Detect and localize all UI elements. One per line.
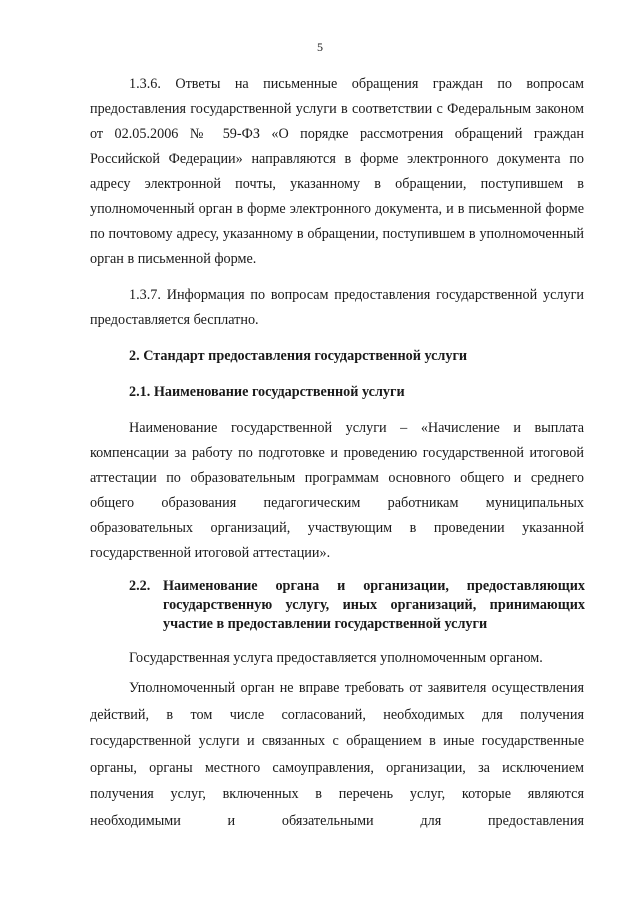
paragraph-text: Государственная услуга предоставляется уполномоченным органом. bbox=[129, 650, 543, 666]
paragraph-text: 1.3.6. Ответы на письменные обращения граждан по вопросам предоставления государственной услуги в соответствии с Федеральным законом от 02.05.2006 № 59-ФЗ «О порядке рассмотрения обращений граждан Российской Федерации» направляются в форме электронного документа по адресу электронной почты, указанному в обращении, поступившем в уполномоченный орган в форме электронного документа, и в письменной форме по почтовому адресу, указанному в обращении, поступившем в уполномоченный орган в письменной форме. bbox=[90, 76, 584, 267]
paragraph-text: Наименование государственной услуги – «Начисление и выплата компенсации за работу по подготовке и проведению государственной итоговой аттестации по образовательным программам основного общего и среднего общего образования педагогическим работникам муниципальных образовательных организаций, участвующим в проведении указанной государственной итоговой аттестации». bbox=[90, 420, 584, 561]
page-number: 5 bbox=[317, 40, 323, 54]
section-heading-2-1: 2.1. Наименование государственной услуги bbox=[129, 384, 405, 400]
paragraph-1-3-6 bbox=[90, 72, 584, 272]
paragraph-2-1 bbox=[90, 416, 584, 566]
section-heading-2: 2. Стандарт предоставления государственной услуги bbox=[129, 348, 468, 364]
paragraph-text: Уполномоченный орган не вправе требовать от заявителя осуществления действий, в том числе согласований, необходимых для получения государственной услуги и связанных с обращением в иные государственные органы, органы местного самоуправления, организации, за исключением получения услуг, включенных в перечень услуг, которые являются необходимыми и обязательными для предоставления bbox=[90, 680, 584, 829]
paragraph-2-2-b bbox=[90, 675, 584, 834]
heading-number: 2.2. bbox=[129, 578, 151, 594]
heading-text: Наименование органа и организации, предоставляющих государственную услугу, иных организаций, принимающих участие в предоставлении государственной услуги bbox=[163, 578, 585, 632]
paragraph-1-3-7 bbox=[90, 283, 584, 333]
paragraph-2-2-a bbox=[90, 646, 584, 671]
section-heading-2-2 bbox=[129, 577, 585, 634]
paragraph-text: 1.3.7. Информация по вопросам предоставления государственной услуги предоставляется бесплатно. bbox=[90, 287, 584, 328]
